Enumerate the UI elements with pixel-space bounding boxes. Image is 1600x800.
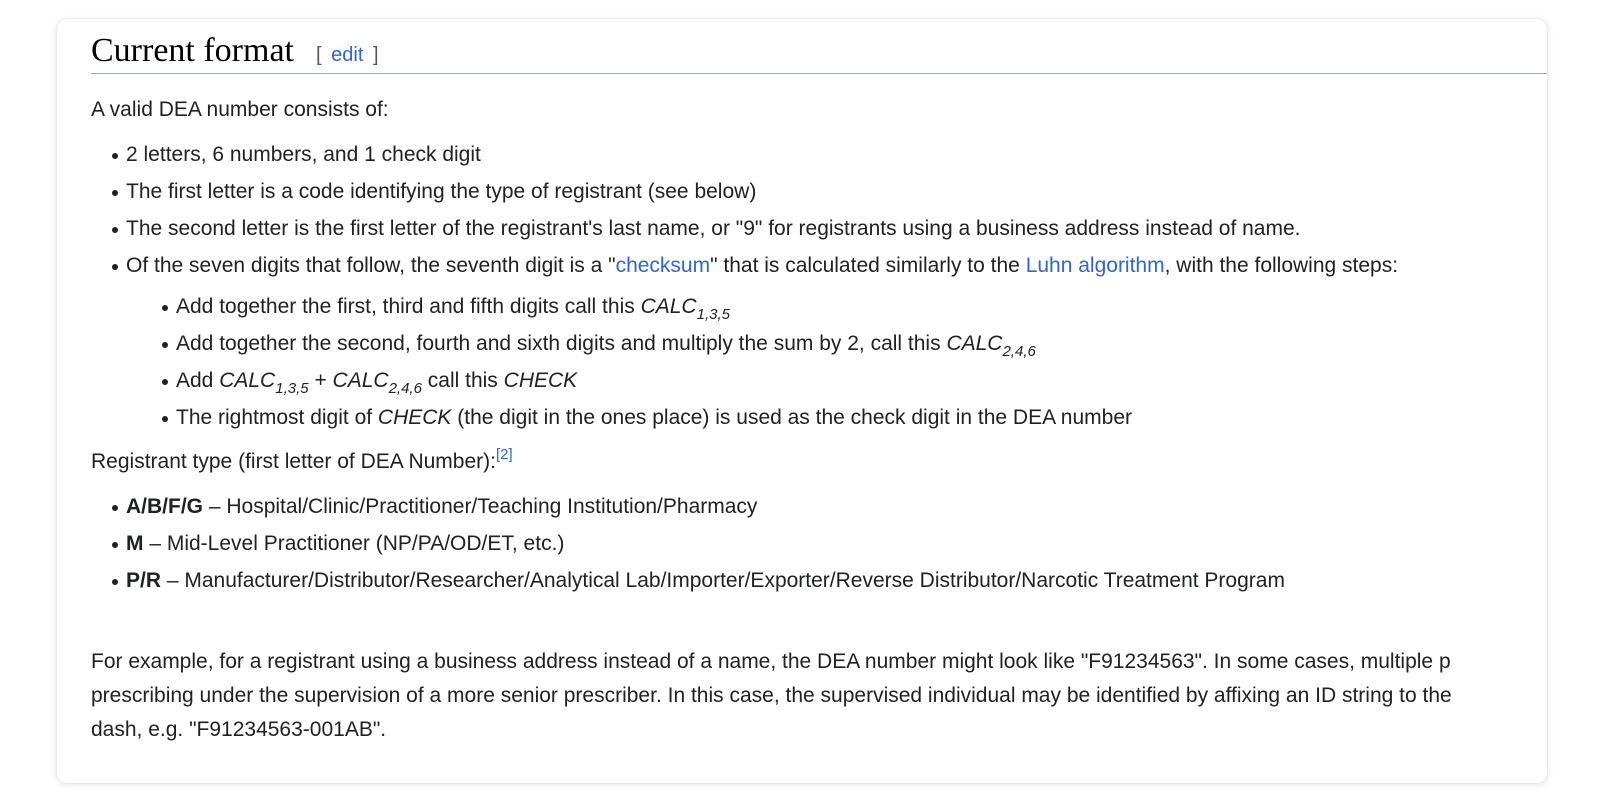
step-2 (162, 325, 1547, 362)
registrant-type-item (112, 488, 1547, 525)
step-3-var2-sub: 2,4,6 (388, 380, 422, 397)
example-paragraph (91, 645, 1547, 747)
step-1-var-sub: 1,3,5 (696, 306, 730, 323)
checksum-text-middle: " that is calculated similarly to the (710, 254, 1026, 277)
step-3-var1-name: CALC (219, 369, 276, 392)
checksum-link[interactable]: checksum (615, 254, 711, 277)
step-2-var-sub: 2,4,6 (1002, 343, 1036, 360)
edit-section (316, 44, 379, 67)
intro-paragraph: A valid DEA number consists of: (91, 98, 389, 121)
edit-bracket-open: [ (316, 44, 322, 66)
format-list (112, 136, 1547, 436)
step-3-var1 (219, 369, 309, 397)
step-3-var2 (332, 369, 422, 397)
step-1-text: Add together the first, third and fifth digits call this (176, 295, 641, 318)
registrant-code: A/B/F/G (126, 495, 203, 518)
checksum-text-before: Of the seven digits that follow, the seventh digit is a " (126, 254, 616, 277)
format-item-first-letter: The first letter is a code identifying the type of registrant (see below) (112, 173, 1547, 210)
step-3-text: Add (176, 369, 220, 392)
registrant-type-list (112, 488, 1547, 599)
step-1 (162, 288, 1547, 325)
step-3 (162, 362, 1547, 399)
checksum-steps-list (162, 288, 1547, 436)
section-title: Current format (91, 32, 294, 69)
step-4-check: CHECK (377, 406, 452, 429)
registrant-desc: – Manufacturer/Distributor/Researcher/Analytical Lab/Importer/Exporter/Reverse Distributor/Narcotic Treatment Program (161, 569, 1285, 592)
edit-bracket-close: ] (372, 44, 379, 66)
registrant-desc: – Mid-Level Practitioner (NP/PA/OD/ET, etc.) (143, 532, 565, 555)
reference-link[interactable]: [2] (495, 446, 513, 463)
edit-link[interactable]: edit (331, 44, 364, 66)
step-3-mid: call this (421, 369, 504, 392)
checksum-text-after: , with the following steps: (1164, 254, 1399, 277)
format-item-letters: 2 letters, 6 numbers, and 1 check digit (112, 136, 1547, 173)
step-4-after: (the digit in the ones place) is used as the check digit in the DEA number (451, 406, 1132, 429)
step-4 (162, 399, 1547, 436)
step-1-var-name: CALC (640, 295, 697, 318)
luhn-algorithm-link[interactable]: Luhn algorithm (1025, 254, 1165, 277)
step-1-var (640, 295, 730, 323)
section-heading (91, 31, 1547, 74)
article-content (91, 31, 1547, 747)
registrant-code: P/R (126, 569, 162, 592)
registrant-type-item (112, 562, 1547, 599)
step-4-text: The rightmost digit of (176, 406, 378, 429)
step-3-plus: + (308, 369, 333, 392)
step-3-var1-sub: 1,3,5 (275, 380, 309, 397)
example-line-3: dash, e.g. "F91234563-001AB". (91, 718, 387, 741)
step-2-text: Add together the second, fourth and sixth digits and multiply the sum by 2, call this (176, 332, 947, 355)
step-3-var2-name: CALC (332, 369, 389, 392)
step-3-check: CHECK (503, 369, 578, 392)
example-line-1: For example, for a registrant using a business address instead of a name, the DEA number might look like "F91234563". In some cases, multiple p (91, 650, 1451, 673)
step-2-var-name: CALC (946, 332, 1003, 355)
format-item-checksum (112, 247, 1547, 436)
format-item-second-letter: The second letter is the first letter of the registrant's last name, or "9" for registrants using a business address instead of name. (112, 210, 1547, 247)
example-line-2: prescribing under the supervision of a more senior prescriber. In this case, the supervised individual may be identified by affixing an ID string to the (91, 684, 1452, 707)
registrant-intro (91, 444, 1547, 480)
registrant-desc: – Hospital/Clinic/Practitioner/Teaching Institution/Pharmacy (203, 495, 758, 518)
step-2-var (946, 332, 1036, 360)
registrant-type-item (112, 525, 1547, 562)
registrant-code: M (126, 532, 144, 555)
article-card (57, 19, 1547, 783)
registrant-intro-text: Registrant type (first letter of DEA Number): (91, 450, 496, 473)
